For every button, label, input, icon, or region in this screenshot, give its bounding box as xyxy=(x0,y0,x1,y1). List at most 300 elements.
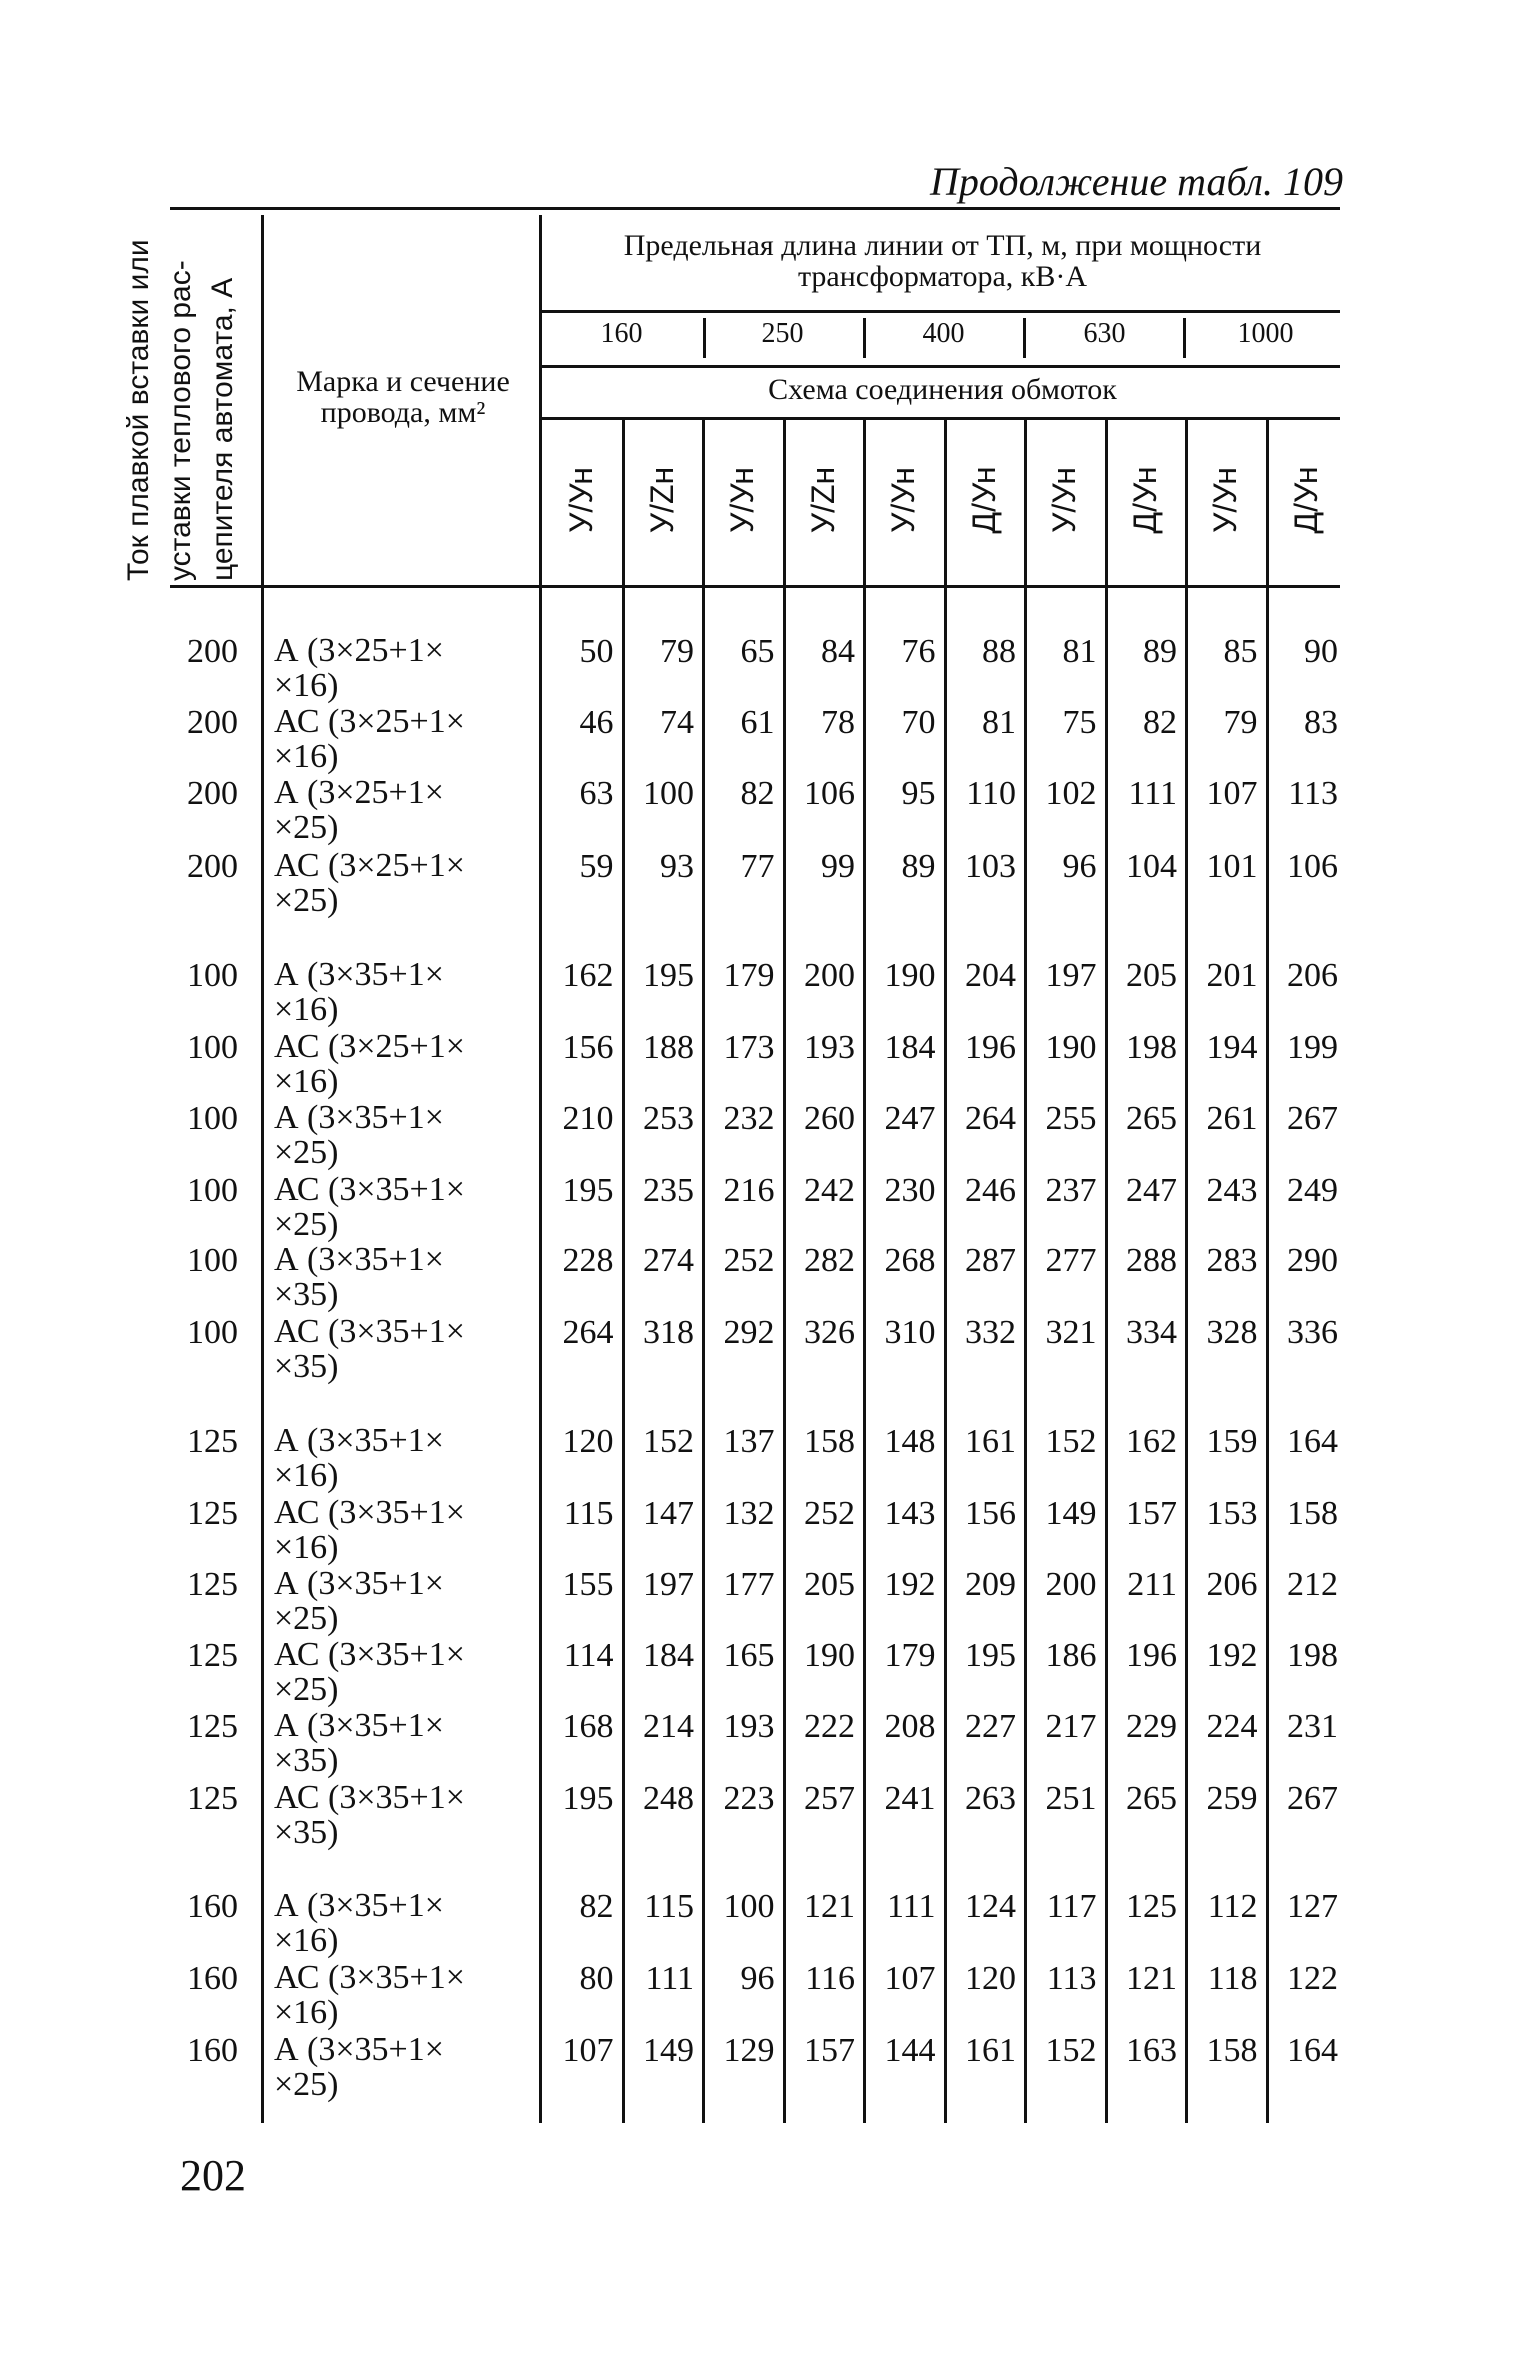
value-cell: 63 xyxy=(579,775,614,812)
power-header: 400 xyxy=(922,318,965,349)
value-cell: 155 xyxy=(562,1566,614,1603)
wire-cell-line: ×16) xyxy=(274,1529,339,1566)
value-cell: 265 xyxy=(1126,1780,1177,1817)
value-cell: 115 xyxy=(644,1888,694,1925)
value-cell: 82 xyxy=(1143,704,1177,741)
page-number: 202 xyxy=(180,2151,246,2200)
wire-cell xyxy=(274,704,524,774)
value-cell: 157 xyxy=(1126,1495,1177,1532)
value-cell: 158 xyxy=(1206,2032,1258,2069)
power-header: 250 xyxy=(761,318,804,349)
wire-cell xyxy=(274,633,524,703)
current-cell: 125 xyxy=(187,1566,238,1603)
value-col-rule xyxy=(1105,420,1108,2123)
value-cell: 251 xyxy=(1045,1780,1097,1817)
value-cell: 198 xyxy=(1126,1029,1177,1066)
value-cell: 334 xyxy=(1126,1314,1177,1351)
value-cell: 209 xyxy=(965,1566,1016,1603)
value-cell: 177 xyxy=(723,1566,775,1603)
wire-cell xyxy=(274,1708,524,1778)
power-header: 160 xyxy=(600,318,643,349)
value-cell: 205 xyxy=(804,1566,855,1603)
current-cell: 100 xyxy=(187,1172,238,1209)
wire-cell-line: ×25) xyxy=(274,1671,339,1708)
value-cell: 190 xyxy=(884,957,936,994)
value-cell: 332 xyxy=(965,1314,1016,1351)
wire-cell-line: ×25) xyxy=(274,1134,339,1171)
wire-cell-line: ×25) xyxy=(274,2066,339,2103)
value-col-rule xyxy=(702,420,705,2123)
value-cell: 107 xyxy=(1206,775,1258,812)
value-cell: 100 xyxy=(723,1888,775,1925)
wire-cell-line: ×16) xyxy=(274,991,339,1028)
value-cell: 152 xyxy=(1045,2032,1097,2069)
value-cell: 200 xyxy=(804,957,855,994)
value-cell: 243 xyxy=(1206,1172,1258,1209)
value-cell: 88 xyxy=(982,633,1016,670)
scheme-header: У/Zн xyxy=(804,466,841,534)
value-cell: 247 xyxy=(1126,1172,1177,1209)
value-cell: 318 xyxy=(643,1314,694,1351)
value-cell: 75 xyxy=(1062,704,1097,741)
wire-cell-line: А (3×35+1× xyxy=(274,956,444,993)
value-cell: 290 xyxy=(1287,1242,1338,1279)
value-cell: 115 xyxy=(563,1495,614,1532)
value-cell: 164 xyxy=(1287,2032,1338,2069)
value-cell: 80 xyxy=(579,1960,614,1997)
value-cell: 152 xyxy=(643,1423,694,1460)
current-cell: 200 xyxy=(187,775,238,812)
wire-cell xyxy=(274,1566,524,1636)
current-cell: 200 xyxy=(187,704,238,741)
value-cell: 287 xyxy=(965,1242,1016,1279)
value-cell: 132 xyxy=(723,1495,775,1532)
wire-cell xyxy=(274,1029,524,1099)
value-cell: 216 xyxy=(723,1172,775,1209)
value-cell: 168 xyxy=(562,1708,614,1745)
value-cell: 152 xyxy=(1045,1423,1097,1460)
value-cell: 206 xyxy=(1287,957,1338,994)
current-cell: 125 xyxy=(187,1637,238,1674)
value-cell: 192 xyxy=(1206,1637,1258,1674)
wire-cell-line: ×35) xyxy=(274,1276,339,1313)
value-cell: 117 xyxy=(1046,1888,1097,1925)
value-cell: 328 xyxy=(1206,1314,1258,1351)
value-cell: 310 xyxy=(884,1314,936,1351)
value-cell: 214 xyxy=(643,1708,694,1745)
value-cell: 82 xyxy=(740,775,775,812)
power-bottom-rule xyxy=(542,365,1340,368)
value-cell: 149 xyxy=(643,2032,694,2069)
value-cell: 248 xyxy=(643,1780,694,1817)
wire-cell xyxy=(274,2032,524,2102)
value-cell: 336 xyxy=(1287,1314,1338,1351)
value-cell: 79 xyxy=(660,633,694,670)
value-cell: 113 xyxy=(1046,1960,1097,1997)
value-cell: 120 xyxy=(562,1423,614,1460)
wire-cell-line: А (3×35+1× xyxy=(274,1422,444,1459)
value-cell: 267 xyxy=(1287,1780,1338,1817)
wire-cell-line: ×25) xyxy=(274,809,339,846)
wire-cell-line: А (3×25+1× xyxy=(274,774,444,811)
scheme-rule xyxy=(542,417,1340,420)
value-cell: 200 xyxy=(1045,1566,1097,1603)
value-cell: 118 xyxy=(1207,1960,1258,1997)
header-max-length: Предельная длина линии от ТП, м, при мощности трансформатора, кВ·А xyxy=(623,229,1262,293)
value-cell: 195 xyxy=(562,1780,614,1817)
value-cell: 127 xyxy=(1287,1888,1338,1925)
value-col-rule xyxy=(944,420,947,2123)
wire-cell-line: АС (3×35+1× xyxy=(274,1636,465,1673)
value-cell: 195 xyxy=(643,957,694,994)
value-cell: 232 xyxy=(723,1100,775,1137)
value-cell: 224 xyxy=(1206,1708,1258,1745)
value-cell: 147 xyxy=(643,1495,694,1532)
value-cell: 247 xyxy=(884,1100,936,1137)
value-cell: 111 xyxy=(645,1960,694,1997)
scheme-header: У/Ун xyxy=(1046,467,1083,533)
value-cell: 196 xyxy=(965,1029,1016,1066)
scheme-header: Д/Ун xyxy=(965,466,1002,534)
table-caption: Продолжение табл. 109 xyxy=(930,159,1344,204)
value-cell: 81 xyxy=(982,704,1016,741)
value-cell: 188 xyxy=(643,1029,694,1066)
scheme-header: У/Ун xyxy=(563,467,600,533)
value-cell: 74 xyxy=(660,704,694,741)
value-cell: 99 xyxy=(821,848,855,885)
wire-cell-line: ×16) xyxy=(274,1922,339,1959)
value-cell: 161 xyxy=(965,1423,1016,1460)
value-cell: 106 xyxy=(804,775,855,812)
value-cell: 148 xyxy=(884,1423,936,1460)
wire-cell-line: ×35) xyxy=(274,1742,339,1779)
wire-cell-line: А (3×35+1× xyxy=(274,2031,444,2068)
value-cell: 107 xyxy=(562,2032,614,2069)
scheme-header: Д/Ун xyxy=(1287,466,1324,534)
value-cell: 59 xyxy=(579,848,614,885)
wire-cell-line: А (3×35+1× xyxy=(274,1887,444,1924)
wire-cell xyxy=(274,1172,524,1242)
current-cell: 125 xyxy=(187,1423,238,1460)
wire-cell-line: ×16) xyxy=(274,738,339,775)
scheme-header: У/Ун xyxy=(724,467,761,533)
power-header: 630 xyxy=(1083,318,1126,349)
wire-cell xyxy=(274,1960,524,2030)
current-cell: 125 xyxy=(187,1780,238,1817)
value-cell: 194 xyxy=(1206,1029,1258,1066)
value-cell: 179 xyxy=(723,957,775,994)
value-cell: 153 xyxy=(1206,1495,1258,1532)
scheme-header: У/Ун xyxy=(885,467,922,533)
value-cell: 268 xyxy=(884,1242,936,1279)
value-cell: 274 xyxy=(643,1242,694,1279)
value-cell: 82 xyxy=(579,1888,614,1925)
header-scheme: Схема соединения обмоток xyxy=(768,373,1117,406)
wire-cell-line: ×25) xyxy=(274,882,339,919)
value-cell: 158 xyxy=(804,1423,855,1460)
value-cell: 129 xyxy=(723,2032,775,2069)
value-cell: 107 xyxy=(884,1960,936,1997)
value-cell: 96 xyxy=(740,1960,775,1997)
value-cell: 101 xyxy=(1206,848,1258,885)
value-cell: 121 xyxy=(804,1888,855,1925)
value-cell: 231 xyxy=(1287,1708,1338,1745)
value-cell: 84 xyxy=(821,633,855,670)
value-cell: 76 xyxy=(901,633,936,670)
current-cell: 125 xyxy=(187,1495,238,1532)
wire-cell xyxy=(274,775,524,845)
current-cell: 200 xyxy=(187,633,238,670)
value-cell: 163 xyxy=(1126,2032,1177,2069)
wire-cell-line: АС (3×25+1× xyxy=(274,703,465,740)
value-cell: 253 xyxy=(643,1100,694,1137)
value-cell: 149 xyxy=(1045,1495,1097,1532)
current-cell: 100 xyxy=(187,1242,238,1279)
wire-cell-line: ×35) xyxy=(274,1348,339,1385)
current-cell: 100 xyxy=(187,1029,238,1066)
wire-cell xyxy=(274,1780,524,1850)
wire-cell xyxy=(274,1495,524,1565)
value-cell: 282 xyxy=(804,1242,855,1279)
wire-cell-line: А (3×35+1× xyxy=(274,1099,444,1136)
value-cell: 83 xyxy=(1304,704,1338,741)
wire-cell-line: АС (3×35+1× xyxy=(274,1959,465,1996)
value-cell: 190 xyxy=(804,1637,855,1674)
value-cell: 184 xyxy=(643,1637,694,1674)
value-cell: 267 xyxy=(1287,1100,1338,1137)
value-cell: 162 xyxy=(562,957,614,994)
value-col-rule xyxy=(1024,420,1027,2123)
value-cell: 230 xyxy=(884,1172,936,1209)
value-cell: 156 xyxy=(965,1495,1016,1532)
value-cell: 165 xyxy=(723,1637,775,1674)
current-cell: 160 xyxy=(187,1960,238,1997)
value-cell: 190 xyxy=(1045,1029,1097,1066)
scheme-header: У/Ун xyxy=(1207,467,1244,533)
value-cell: 85 xyxy=(1223,633,1258,670)
value-cell: 93 xyxy=(660,848,694,885)
current-cell: 100 xyxy=(187,1100,238,1137)
value-cell: 249 xyxy=(1287,1172,1338,1209)
wire-cell-line: АС (3×35+1× xyxy=(274,1494,465,1531)
value-cell: 120 xyxy=(965,1960,1016,1997)
value-cell: 241 xyxy=(884,1780,936,1817)
wire-cell-line: ×16) xyxy=(274,1063,339,1100)
value-cell: 257 xyxy=(804,1780,855,1817)
wire-cell-line: ×16) xyxy=(274,1994,339,2031)
value-cell: 110 xyxy=(966,775,1016,812)
value-cell: 113 xyxy=(1288,775,1338,812)
value-cell: 102 xyxy=(1045,775,1097,812)
value-cell: 164 xyxy=(1287,1423,1338,1460)
wire-cell-line: А (3×25+1× xyxy=(274,632,444,669)
value-cell: 143 xyxy=(884,1495,936,1532)
value-cell: 50 xyxy=(579,633,614,670)
value-cell: 264 xyxy=(965,1100,1016,1137)
value-cell: 205 xyxy=(1126,957,1177,994)
value-cell: 237 xyxy=(1045,1172,1097,1209)
value-col-rule xyxy=(863,420,866,2123)
value-cell: 277 xyxy=(1045,1242,1097,1279)
value-cell: 199 xyxy=(1287,1029,1338,1066)
value-cell: 197 xyxy=(643,1566,694,1603)
value-cell: 252 xyxy=(723,1242,775,1279)
current-cell: 200 xyxy=(187,848,238,885)
value-cell: 197 xyxy=(1045,957,1097,994)
value-cell: 227 xyxy=(965,1708,1016,1745)
value-cell: 195 xyxy=(562,1172,614,1209)
value-cell: 112 xyxy=(1207,1888,1258,1925)
value-cell: 326 xyxy=(804,1314,855,1351)
value-cell: 90 xyxy=(1304,633,1338,670)
value-cell: 242 xyxy=(804,1172,855,1209)
value-cell: 104 xyxy=(1126,848,1177,885)
value-cell: 229 xyxy=(1126,1708,1177,1745)
top-rule xyxy=(170,207,1340,210)
value-cell: 264 xyxy=(562,1314,614,1351)
wire-cell-line: АС (3×25+1× xyxy=(274,1028,465,1065)
value-cell: 70 xyxy=(901,704,936,741)
wire-cell-line: ×16) xyxy=(274,667,339,704)
value-cell: 95 xyxy=(901,775,936,812)
scheme-header: У/Zн xyxy=(643,466,680,534)
wire-cell-line: ×25) xyxy=(274,1600,339,1637)
value-cell: 65 xyxy=(740,633,775,670)
header-wire: Марка и сечение провода, мм² xyxy=(296,365,510,429)
value-cell: 159 xyxy=(1206,1423,1258,1460)
value-cell: 222 xyxy=(804,1708,855,1745)
value-cell: 103 xyxy=(965,848,1016,885)
value-cell: 157 xyxy=(804,2032,855,2069)
wire-cell-line: А (3×35+1× xyxy=(274,1565,444,1602)
value-cell: 78 xyxy=(821,704,855,741)
value-cell: 179 xyxy=(884,1637,936,1674)
wire-cell xyxy=(274,1314,524,1384)
current-cell: 125 xyxy=(187,1708,238,1745)
value-cell: 195 xyxy=(965,1637,1016,1674)
current-cell: 100 xyxy=(187,957,238,994)
value-cell: 193 xyxy=(804,1029,855,1066)
col-rule-current xyxy=(261,215,264,2123)
wire-cell xyxy=(274,848,524,918)
value-cell: 116 xyxy=(805,1960,855,1997)
col-rule-wire xyxy=(539,215,542,2123)
value-cell: 196 xyxy=(1126,1637,1177,1674)
value-cell: 77 xyxy=(740,848,775,885)
value-col-rule xyxy=(783,420,786,2123)
value-cell: 217 xyxy=(1045,1708,1097,1745)
value-cell: 259 xyxy=(1206,1780,1258,1817)
value-cell: 96 xyxy=(1062,848,1097,885)
value-cell: 204 xyxy=(965,957,1016,994)
value-cell: 288 xyxy=(1126,1242,1177,1279)
value-cell: 61 xyxy=(740,704,775,741)
value-cell: 321 xyxy=(1045,1314,1097,1351)
value-cell: 125 xyxy=(1126,1888,1177,1925)
wire-cell xyxy=(274,957,524,1027)
value-cell: 144 xyxy=(884,2032,936,2069)
wire-cell-line: АС (3×35+1× xyxy=(274,1779,465,1816)
wire-cell-line: АС (3×35+1× xyxy=(274,1313,465,1350)
value-cell: 106 xyxy=(1287,848,1338,885)
wire-cell xyxy=(274,1888,524,1958)
value-cell: 208 xyxy=(884,1708,936,1745)
value-cell: 193 xyxy=(723,1708,775,1745)
value-cell: 211 xyxy=(1127,1566,1177,1603)
value-col-rule xyxy=(1266,420,1269,2123)
value-cell: 114 xyxy=(563,1637,614,1674)
wire-cell-line: А (3×35+1× xyxy=(274,1707,444,1744)
value-cell: 137 xyxy=(723,1423,775,1460)
value-cell: 162 xyxy=(1126,1423,1177,1460)
value-cell: 111 xyxy=(887,1888,936,1925)
wire-cell-line: АС (3×35+1× xyxy=(274,1171,465,1208)
value-cell: 161 xyxy=(965,2032,1016,2069)
value-cell: 260 xyxy=(804,1100,855,1137)
value-cell: 235 xyxy=(643,1172,694,1209)
value-cell: 184 xyxy=(884,1029,936,1066)
current-cell: 100 xyxy=(187,1314,238,1351)
value-cell: 292 xyxy=(723,1314,775,1351)
header-bottom-rule xyxy=(170,585,1340,588)
current-cell: 160 xyxy=(187,2032,238,2069)
value-cell: 124 xyxy=(965,1888,1016,1925)
value-cell: 255 xyxy=(1045,1100,1097,1137)
value-cell: 156 xyxy=(562,1029,614,1066)
value-cell: 212 xyxy=(1287,1566,1338,1603)
value-cell: 252 xyxy=(804,1495,855,1532)
value-cell: 79 xyxy=(1223,704,1258,741)
value-cell: 246 xyxy=(965,1172,1016,1209)
value-cell: 111 xyxy=(1128,775,1177,812)
value-cell: 89 xyxy=(901,848,936,885)
header-current: Ток плавкой вставки или уставки теплового рас- цепителя автомата, А xyxy=(122,239,239,581)
current-cell: 160 xyxy=(187,1888,238,1925)
value-cell: 206 xyxy=(1206,1566,1258,1603)
wire-cell xyxy=(274,1100,524,1170)
wire-cell-line: АС (3×25+1× xyxy=(274,847,465,884)
value-cell: 46 xyxy=(579,704,614,741)
value-cell: 223 xyxy=(723,1780,775,1817)
value-cell: 173 xyxy=(723,1029,775,1066)
wire-cell xyxy=(274,1423,524,1493)
value-cell: 186 xyxy=(1045,1637,1097,1674)
value-cell: 121 xyxy=(1126,1960,1177,1997)
scheme-header: Д/Ун xyxy=(1126,466,1163,534)
value-cell: 263 xyxy=(965,1780,1016,1817)
value-cell: 265 xyxy=(1126,1100,1177,1137)
wire-cell-line: ×25) xyxy=(274,1206,339,1243)
value-cell: 198 xyxy=(1287,1637,1338,1674)
value-col-rule xyxy=(622,420,625,2123)
value-cell: 228 xyxy=(562,1242,614,1279)
wire-cell xyxy=(274,1242,524,1312)
value-col-rule xyxy=(1185,420,1188,2123)
value-cell: 89 xyxy=(1143,633,1177,670)
value-cell: 158 xyxy=(1287,1495,1338,1532)
value-cell: 210 xyxy=(562,1100,614,1137)
power-header: 1000 xyxy=(1237,318,1294,349)
value-cell: 201 xyxy=(1206,957,1258,994)
power-rule xyxy=(542,310,1340,313)
wire-cell-line: А (3×35+1× xyxy=(274,1241,444,1278)
wire-cell-line: ×16) xyxy=(274,1457,339,1494)
value-cell: 122 xyxy=(1287,1960,1338,1997)
wire-cell xyxy=(274,1637,524,1707)
value-cell: 100 xyxy=(643,775,694,812)
value-cell: 192 xyxy=(884,1566,936,1603)
value-cell: 283 xyxy=(1206,1242,1258,1279)
